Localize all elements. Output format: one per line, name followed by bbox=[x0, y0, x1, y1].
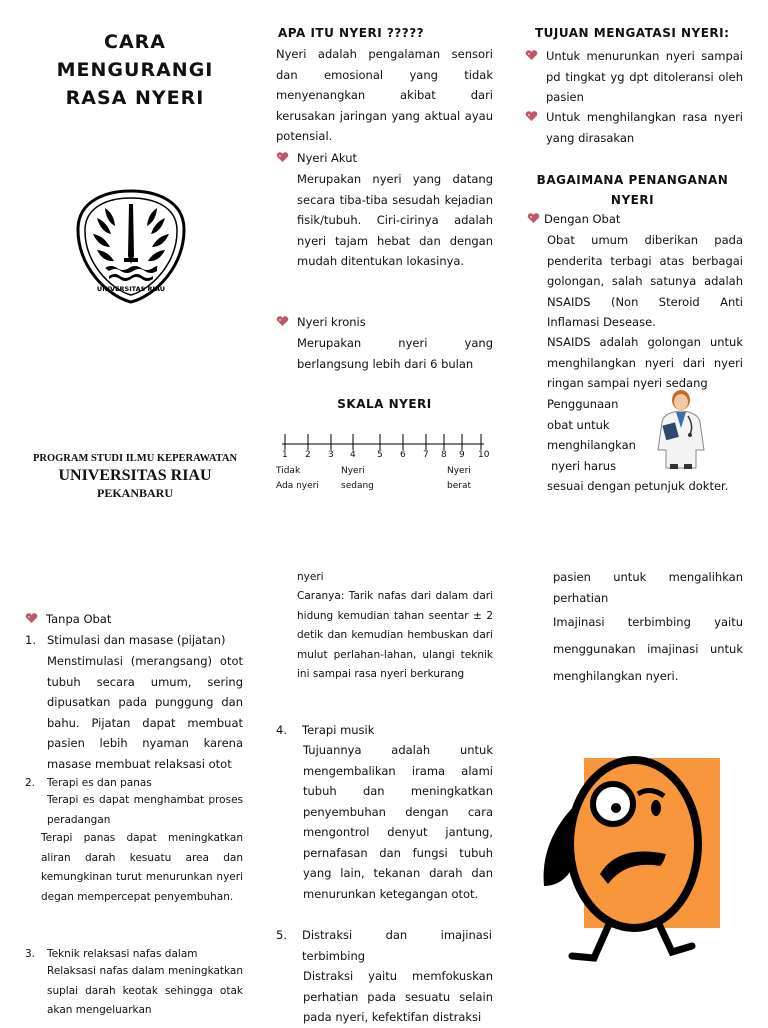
nyeri-kronis-text: Merupakan nyeri yang berlangsung lebih dari 6 bulan bbox=[297, 336, 493, 371]
scale-number: 9 bbox=[459, 450, 465, 460]
tanpa-obat-label: Tanpa Obat bbox=[46, 612, 112, 626]
bullet-tanpa-obat bbox=[25, 609, 111, 629]
heart-bullet-icon bbox=[276, 316, 289, 327]
bullet-dengan-obat bbox=[527, 209, 620, 229]
list-item-2-title: 2. Terapi es dan panas bbox=[25, 777, 152, 789]
section-title-skala-nyeri: SKALA NYERI bbox=[337, 397, 432, 411]
list-item-4-text: Tujuannya adalah untuk mengembalikan irama alami tubuh dan meningkatkan penyembuhan dengan cara mengontrol denyut jantung, pernafasan dan fungsi tubuh yang lain, tekanan darah dan menurunkan ketegangan otot. bbox=[303, 743, 493, 901]
list-item-3-title: 3. Teknik relaksasi nafas dalam bbox=[25, 948, 198, 960]
section-title-apa-itu-nyeri: APA ITU NYERI ????? bbox=[278, 26, 425, 40]
penggunaan-text: Penggunaan obat untuk menghilangkan nyeri harus sesuai dengan petunjuk dokter. bbox=[547, 397, 729, 493]
city-name: PEKANBARU bbox=[96, 486, 173, 500]
svg-text:UNIVERSITAS RIAU: UNIVERSITAS RIAU bbox=[96, 285, 166, 293]
title-line-2: RASA NYERI bbox=[65, 87, 205, 109]
list-item-4-title: 4. Terapi musik bbox=[276, 723, 375, 737]
scale-label-berat: Nyeri berat bbox=[447, 466, 471, 491]
list-item-1-title: 1. Stimulasi dan masase (pijatan) bbox=[25, 633, 226, 647]
list-item-3-text: Relaksasi nafas dalam meningkatkan suplai darah keotak sehingga otak akan mengeluarkan bbox=[47, 965, 243, 1016]
scale-number: 3 bbox=[328, 450, 334, 460]
scale-number: 4 bbox=[350, 450, 356, 460]
institution-block bbox=[20, 452, 250, 500]
scale-number: 8 bbox=[441, 450, 447, 460]
list-item-1-text: Menstimulasi (merangsang) otot tubuh secara umum, sering dipusatkan pada punggung dan bahu. Pijatan dapat membuat pasien lebih nyaman karena masase membuat relaksasi otot bbox=[47, 654, 243, 771]
list-item-2-text-a: Terapi es dapat menghambat proses peradangan bbox=[47, 794, 243, 826]
title-line-1: CARA MENGURANGI bbox=[56, 31, 214, 81]
continued-word-nyeri: nyeri bbox=[297, 571, 324, 583]
university-name: UNIVERSITAS RIAU bbox=[58, 467, 212, 484]
dengan-obat-text: Obat umum diberikan pada penderita terbagi atas berbagai golongan, salah satunya adalah NSAIDS (Non Steroid Anti Inflamasi Desease. bbox=[547, 233, 743, 329]
caranya-text: Caranya: Tarik nafas dari dalam dari hidung kemudian tahan seentar ± 2 detik dan kemudian hembuskan dari mulut perlahan-lahan, ulangi teknik ini sampai rasa nyeri berkurang bbox=[297, 590, 493, 680]
heart-bullet-icon bbox=[525, 50, 538, 61]
list-item-5-title: 5. Distraksi dan imajinasi terbimbing bbox=[276, 928, 492, 963]
list-item-5-text: Distraksi yaitu memfokuskan perhatian pada sesuatu selain pada nyeri, kefektifan distraksi bbox=[303, 969, 493, 1024]
section-title-tujuan: TUJUAN MENGATASI NYERI: bbox=[535, 26, 730, 40]
bullet-nyeri-akut bbox=[276, 148, 357, 168]
heart-bullet-icon bbox=[525, 111, 538, 122]
scale-number: 2 bbox=[305, 450, 311, 460]
scale-number: 6 bbox=[400, 450, 406, 460]
scale-number: 1 bbox=[282, 450, 288, 460]
imajinasi-text: Imajinasi terbimbing yaitu menggunakan imajinasi untuk menghilangkan nyeri. bbox=[553, 615, 743, 683]
university-logo bbox=[75, 188, 187, 306]
heart-bullet-icon bbox=[25, 613, 38, 624]
section-title-bagaimana: BAGAIMANA PENANGANAN NYERI bbox=[536, 173, 729, 207]
tujuan-item-2: Untuk menghilangkan rasa nyeri yang dirasakan bbox=[525, 107, 743, 148]
nyeri-akut-label: Nyeri Akut bbox=[297, 151, 358, 165]
scale-number: 7 bbox=[423, 450, 429, 460]
brochure-title bbox=[25, 28, 245, 112]
scale-number: 10 bbox=[478, 450, 490, 460]
scale-numbers bbox=[276, 450, 496, 464]
apa-itu-nyeri-text: Nyeri adalah pengalaman sensori dan emosional yang tidak menyenangkan akibat dari kerusakan jaringan yang aktual ayau potensial. bbox=[276, 47, 493, 143]
nyeri-kronis-label: Nyeri kronis bbox=[297, 315, 366, 329]
distraksi-continued-text: pasien untuk mengalihkan perhatian bbox=[553, 570, 743, 605]
pain-scale bbox=[276, 420, 496, 500]
nsaids-text: NSAIDS adalah golongan untuk menghilangkan nyeri dari nyeri ringan sampai nyeri sedang bbox=[547, 335, 743, 390]
scale-number: 5 bbox=[377, 450, 383, 460]
list-item-2-text-b: Terapi panas dapat meningkatkan aliran darah kesuatu area dan kemungkinan turut menurunkan nyeri degan mempercepat penyembuhan. bbox=[41, 832, 243, 903]
tujuan-item-1: Untuk menurunkan nyeri sampai pd tingkat yg dpt ditoleransi oleh pasien bbox=[525, 46, 743, 108]
nyeri-akut-text: Merupakan nyeri yang datang secara tiba-tiba sesudah kejadian fisik/tubuh. Ciri-cirinya adalah nyeri tajam hebat dan dengan mudah ditentukan lokasinya. bbox=[297, 172, 493, 268]
doctor-illustration bbox=[650, 388, 712, 470]
dengan-obat-label: Dengan Obat bbox=[544, 212, 621, 226]
bullet-nyeri-kronis bbox=[276, 312, 366, 332]
sad-face-character bbox=[538, 744, 724, 968]
scale-label-tidak: Tidak Ada nyeri bbox=[276, 466, 319, 491]
heart-bullet-icon bbox=[527, 213, 540, 224]
scale-label-sedang: Nyeri sedang bbox=[341, 466, 374, 491]
heart-bullet-icon bbox=[276, 152, 289, 163]
program-name: PROGRAM STUDI ILMU KEPERAWATAN bbox=[32, 453, 238, 464]
